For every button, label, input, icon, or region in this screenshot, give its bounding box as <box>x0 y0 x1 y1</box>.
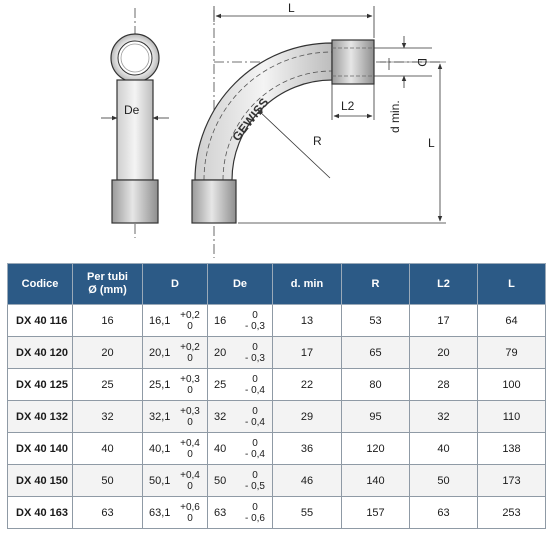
label-dmin: d min. <box>388 100 402 133</box>
cell-l: 79 <box>478 337 546 369</box>
cell-d-nominal: 16,1 <box>149 314 171 327</box>
cell-d-tol-lower: 0 <box>187 448 193 460</box>
cell-de-tolerance <box>242 406 268 428</box>
cell-de-tol-upper: 0 <box>252 501 258 513</box>
table-header-row <box>8 264 546 305</box>
cell-d <box>143 465 208 497</box>
cell-d <box>143 305 208 337</box>
cell-l: 64 <box>478 305 546 337</box>
cell-de-nominal: 63 <box>214 506 227 519</box>
cell-codice: DX 40 116 <box>8 305 73 337</box>
cell-d <box>143 433 208 465</box>
cell-de-nominal: 20 <box>214 346 227 359</box>
cell-de-tol-upper: 0 <box>252 437 258 449</box>
cell-de-tol-lower: - 0,4 <box>244 416 265 428</box>
cell-dmin: 55 <box>273 497 342 529</box>
cell-codice: DX 40 140 <box>8 433 73 465</box>
cell-de <box>208 433 273 465</box>
cell-d-nominal: 40,1 <box>149 442 171 455</box>
cell-dmin: 22 <box>273 369 342 401</box>
cell-de-tolerance <box>242 502 268 524</box>
cell-d-tolerance <box>177 406 203 428</box>
cell-dmin: 29 <box>273 401 342 433</box>
cell-de <box>208 369 273 401</box>
cell-d-tol-upper: +0,4 <box>180 469 200 481</box>
cell-dmin: 46 <box>273 465 342 497</box>
cell-d-tol-upper: +0,2 <box>180 341 200 353</box>
cell-codice: DX 40 163 <box>8 497 73 529</box>
cell-l: 100 <box>478 369 546 401</box>
cell-l2: 50 <box>410 465 478 497</box>
cell-de-tolerance <box>242 374 268 396</box>
cell-de-tol-upper: 0 <box>252 405 258 417</box>
product-table <box>7 263 546 529</box>
cell-de-nominal: 50 <box>214 474 227 487</box>
table-row <box>8 465 546 497</box>
cell-d-tolerance <box>177 470 203 492</box>
cell-d-tolerance <box>177 502 203 524</box>
cell-d-tol-lower: 0 <box>187 512 193 524</box>
header-dmin: d. min <box>273 264 342 305</box>
cell-de-tol-upper: 0 <box>252 341 258 353</box>
cell-l: 138 <box>478 433 546 465</box>
cell-r: 157 <box>342 497 410 529</box>
cell-de-tol-upper: 0 <box>252 373 258 385</box>
cell-l2: 32 <box>410 401 478 433</box>
cell-d-tolerance <box>177 374 203 396</box>
cell-d-tol-upper: +0,2 <box>180 309 200 321</box>
cell-de <box>208 465 273 497</box>
header-per-tubi <box>73 264 143 305</box>
cell-codice: DX 40 132 <box>8 401 73 433</box>
cell-d-tol-upper: +0,3 <box>180 405 200 417</box>
cell-de-tol-upper: 0 <box>252 469 258 481</box>
cell-r: 140 <box>342 465 410 497</box>
cell-per-tubi: 25 <box>73 369 143 401</box>
header-l: L <box>478 264 546 305</box>
cell-d-nominal: 32,1 <box>149 410 171 423</box>
table-row <box>8 369 546 401</box>
cell-de-nominal: 40 <box>214 442 227 455</box>
cell-d-tolerance <box>177 310 203 332</box>
label-l-top: L <box>288 1 295 15</box>
cell-l2: 40 <box>410 433 478 465</box>
label-l-side: L <box>428 136 435 150</box>
cell-per-tubi: 40 <box>73 433 143 465</box>
header-d: D <box>143 264 208 305</box>
cell-dmin: 13 <box>273 305 342 337</box>
cell-r: 65 <box>342 337 410 369</box>
cell-d-nominal: 25,1 <box>149 378 171 391</box>
cell-per-tubi: 32 <box>73 401 143 433</box>
cell-de-tolerance <box>242 470 268 492</box>
cell-de-tolerance <box>242 342 268 364</box>
cell-de-tolerance <box>242 310 268 332</box>
side-view <box>101 8 169 238</box>
cell-de <box>208 337 273 369</box>
cell-de <box>208 305 273 337</box>
cell-de-tol-upper: 0 <box>252 309 258 321</box>
table-row <box>8 401 546 433</box>
cell-l2: 17 <box>410 305 478 337</box>
cell-de <box>208 497 273 529</box>
cell-de-tol-lower: - 0,5 <box>244 480 265 492</box>
cell-d-tol-upper: +0,4 <box>180 437 200 449</box>
cell-l2: 20 <box>410 337 478 369</box>
cell-dmin: 36 <box>273 433 342 465</box>
cell-per-tubi: 63 <box>73 497 143 529</box>
cell-l2: 63 <box>410 497 478 529</box>
cell-l2: 28 <box>410 369 478 401</box>
cell-d-tol-upper: +0,6 <box>180 501 200 513</box>
cell-de <box>208 401 273 433</box>
cell-dmin: 17 <box>273 337 342 369</box>
cell-de-tol-lower: - 0,4 <box>244 448 265 460</box>
cell-d-nominal: 20,1 <box>149 346 171 359</box>
cell-d <box>143 497 208 529</box>
cell-d-tol-lower: 0 <box>187 384 193 396</box>
cell-de-tol-lower: - 0,6 <box>244 512 265 524</box>
table-row <box>8 497 546 529</box>
label-r: R <box>313 134 322 148</box>
cell-l: 253 <box>478 497 546 529</box>
cell-codice: DX 40 125 <box>8 369 73 401</box>
cell-l: 173 <box>478 465 546 497</box>
cell-codice: DX 40 150 <box>8 465 73 497</box>
cell-per-tubi: 20 <box>73 337 143 369</box>
label-de: De <box>124 103 140 117</box>
header-per-tubi-line1: Per tubi <box>87 271 128 283</box>
header-r: R <box>342 264 410 305</box>
cell-per-tubi: 16 <box>73 305 143 337</box>
cell-d-tol-lower: 0 <box>187 320 193 332</box>
cell-d-tol-lower: 0 <box>187 352 193 364</box>
cell-d <box>143 401 208 433</box>
cell-r: 53 <box>342 305 410 337</box>
cell-de-tol-lower: - 0,3 <box>244 352 265 364</box>
cell-r: 95 <box>342 401 410 433</box>
table-body <box>8 305 546 529</box>
header-de: De <box>208 264 273 305</box>
cell-d-nominal: 63,1 <box>149 506 171 519</box>
header-per-tubi-line2: Ø (mm) <box>88 284 127 296</box>
header-codice: Codice <box>8 264 73 305</box>
cell-de-nominal: 25 <box>214 378 227 391</box>
table-row <box>8 337 546 369</box>
cell-d <box>143 337 208 369</box>
cell-r: 120 <box>342 433 410 465</box>
cell-d-tol-upper: +0,3 <box>180 373 200 385</box>
label-l2: L2 <box>341 99 355 113</box>
table-row <box>8 433 546 465</box>
cell-de-nominal: 16 <box>214 314 227 327</box>
cell-r: 80 <box>342 369 410 401</box>
bend-view <box>192 10 440 258</box>
cell-de-nominal: 32 <box>214 410 227 423</box>
table-row <box>8 305 546 337</box>
cell-d-nominal: 50,1 <box>149 474 171 487</box>
cell-d-tolerance <box>177 438 203 460</box>
cell-codice: DX 40 120 <box>8 337 73 369</box>
cell-d-tol-lower: 0 <box>187 416 193 428</box>
header-l2: L2 <box>410 264 478 305</box>
cell-de-tol-lower: - 0,3 <box>244 320 265 332</box>
brand-text: GEWISS <box>229 95 272 144</box>
cell-d-tol-lower: 0 <box>187 480 193 492</box>
cell-l: 110 <box>478 401 546 433</box>
cell-d <box>143 369 208 401</box>
label-d: D <box>415 58 429 67</box>
cell-per-tubi: 50 <box>73 465 143 497</box>
cell-d-tolerance <box>177 342 203 364</box>
technical-drawing <box>0 0 550 262</box>
cell-de-tolerance <box>242 438 268 460</box>
cell-de-tol-lower: - 0,4 <box>244 384 265 396</box>
